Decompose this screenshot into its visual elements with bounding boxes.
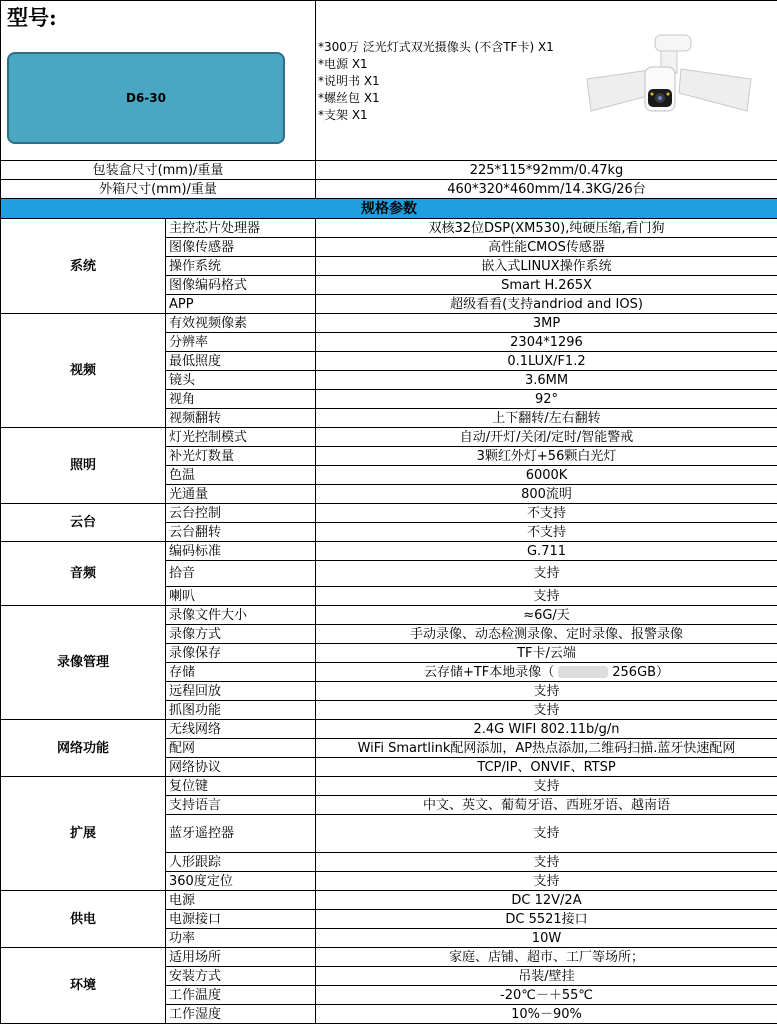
spec-label: 电源 [166, 891, 316, 910]
spec-category: 录像管理 [1, 606, 166, 720]
spec-value: 高性能CMOS传感器 [316, 238, 777, 257]
spec-value: 6000K [316, 466, 777, 485]
spec-value: 10W [316, 929, 777, 948]
spec-value: 3.6MM [316, 371, 777, 390]
spec-value: Smart H.265X [316, 276, 777, 295]
spec-value: 支持 [316, 561, 777, 587]
spec-label: 存储 [166, 663, 316, 682]
spec-value: 嵌入式LINUX操作系统 [316, 257, 777, 276]
spec-value: 支持 [316, 701, 777, 720]
spec-value: 2.4G WIFI 802.11b/g/n [316, 720, 777, 739]
package-contents-list [318, 39, 554, 124]
spec-category: 视频 [1, 314, 166, 428]
package-item: *支架 X1 [318, 108, 368, 122]
spec-value: 支持 [316, 587, 777, 606]
spec-label: 360度定位 [166, 872, 316, 891]
spec-value: TCP/IP、ONVIF、RTSP [316, 758, 777, 777]
spec-label: 无线网络 [166, 720, 316, 739]
spec-value: 家庭、店铺、超市、工厂等场所； [316, 948, 777, 967]
spec-category: 供电 [1, 891, 166, 948]
spec-row [1, 720, 777, 739]
spec-label: 网络协议 [166, 758, 316, 777]
spec-row [1, 777, 777, 796]
spec-value: 中文、英文、葡萄牙语、西班牙语、越南语 [316, 796, 777, 815]
spec-label: 配网 [166, 739, 316, 758]
spec-value: 支持 [316, 872, 777, 891]
spec-row [1, 542, 777, 561]
model-header-cell [1, 1, 316, 161]
spec-value: -20℃－＋55℃ [316, 986, 777, 1005]
package-item: *螺丝包 X1 [318, 91, 380, 105]
spec-label: 远程回放 [166, 682, 316, 701]
spec-label: 图像传感器 [166, 238, 316, 257]
spec-value: G.711 [316, 542, 777, 561]
spec-value-text: 云存储+TF本地录像（ [423, 664, 555, 680]
spec-label: 录像方式 [166, 625, 316, 644]
spec-label: 喇叭 [166, 587, 316, 606]
spec-value: 双核32位DSP(XM530),纯硬压缩,看门狗 [316, 219, 777, 238]
camera-product-image [579, 31, 759, 126]
spec-value: 支持 [316, 682, 777, 701]
spec-value: 92° [316, 390, 777, 409]
spec-section-header: 规格参数 [1, 199, 777, 219]
spec-category: 音频 [1, 542, 166, 606]
spec-label: 工作温度 [166, 986, 316, 1005]
spec-label: 拾音 [166, 561, 316, 587]
spec-label: 复位键 [166, 777, 316, 796]
spec-label: 光通量 [166, 485, 316, 504]
spec-label: APP [166, 295, 316, 314]
spec-value: 超级看看(支持andriod and IOS) [316, 295, 777, 314]
spec-category: 环境 [1, 948, 166, 1024]
spec-label: 云台翻转 [166, 523, 316, 542]
spec-value: 上下翻转/左右翻转 [316, 409, 777, 428]
spec-label: 色温 [166, 466, 316, 485]
model-number-box [7, 52, 285, 144]
carton-size-value: 460*320*460mm/14.3KG/26台 [316, 180, 777, 199]
spec-label: 操作系统 [166, 257, 316, 276]
spec-category: 系统 [1, 219, 166, 314]
spec-label: 录像文件大小 [166, 606, 316, 625]
spec-category: 网络功能 [1, 720, 166, 777]
spec-label: 主控芯片处理器 [166, 219, 316, 238]
spec-row [1, 504, 777, 523]
spec-label: 支持语言 [166, 796, 316, 815]
spec-label: 视角 [166, 390, 316, 409]
spec-label: 补光灯数量 [166, 447, 316, 466]
spec-label: 电源接口 [166, 910, 316, 929]
package-item: *300万 泛光灯式双光摄像头 (不含TF卡) X1 [318, 40, 554, 54]
spec-label: 适用场所 [166, 948, 316, 967]
spec-row [1, 891, 777, 910]
spec-label: 人形跟踪 [166, 853, 316, 872]
spec-label: 蓝牙遥控器 [166, 815, 316, 853]
package-item: *说明书 X1 [318, 74, 380, 88]
package-contents-cell [316, 1, 777, 161]
spec-category: 云台 [1, 504, 166, 542]
spec-value: 不支持 [316, 504, 777, 523]
spec-value: 3颗红外灯+56颗白光灯 [316, 447, 777, 466]
spec-label: 视频翻转 [166, 409, 316, 428]
spec-value: 支持 [316, 853, 777, 872]
spec-label: 最低照度 [166, 352, 316, 371]
spec-value-text: 256GB） [612, 664, 670, 680]
spec-label: 工作湿度 [166, 1005, 316, 1024]
spec-value: 3MP [316, 314, 777, 333]
spec-label: 灯光控制模式 [166, 428, 316, 447]
model-number: D6-30 [126, 91, 166, 105]
spec-label: 图像编码格式 [166, 276, 316, 295]
carton-size-label: 外箱尺寸(mm)/重量 [1, 180, 316, 199]
spec-label: 编码标准 [166, 542, 316, 561]
spec-row [1, 219, 777, 238]
spec-value: ≈6G/天 [316, 606, 777, 625]
spec-label: 镜头 [166, 371, 316, 390]
model-title: 型号: [7, 5, 57, 30]
spec-value: 2304*1296 [316, 333, 777, 352]
spec-value: 10%－90% [316, 1005, 777, 1024]
redacted-blur [558, 666, 608, 678]
spec-value: TF卡/云端 [316, 644, 777, 663]
spec-label: 安装方式 [166, 967, 316, 986]
spec-value: 0.1LUX/F1.2 [316, 352, 777, 371]
box-size-label: 包装盒尺寸(mm)/重量 [1, 161, 316, 180]
package-item: *电源 X1 [318, 57, 368, 71]
spec-value: 800流明 [316, 485, 777, 504]
box-size-value: 225*115*92mm/0.47kg [316, 161, 777, 180]
spec-row [1, 314, 777, 333]
spec-category: 照明 [1, 428, 166, 504]
spec-row [1, 606, 777, 625]
spec-value: WiFi Smartlink配网添加，AP热点添加,二维码扫描.蓝牙快速配网 [316, 739, 777, 758]
spec-label: 录像保存 [166, 644, 316, 663]
spec-label: 功率 [166, 929, 316, 948]
spec-row [1, 948, 777, 967]
spec-label: 分辨率 [166, 333, 316, 352]
spec-category: 扩展 [1, 777, 166, 891]
spec-value: DC 5521接口 [316, 910, 777, 929]
spec-label: 抓图功能 [166, 701, 316, 720]
spec-label: 有效视频像素 [166, 314, 316, 333]
spec-value: 支持 [316, 815, 777, 853]
spec-value: DC 12V/2A [316, 891, 777, 910]
spec-value: 手动录像、动态检测录像、定时录像、报警录像 [316, 625, 777, 644]
spec-value: 自动/开灯/关闭/定时/智能警戒 [316, 428, 777, 447]
spec-value: 吊装/壁挂 [316, 967, 777, 986]
spec-value: 不支持 [316, 523, 777, 542]
spec-value: 支持 [316, 777, 777, 796]
spec-value [316, 663, 777, 682]
spec-label: 云台控制 [166, 504, 316, 523]
spec-row [1, 428, 777, 447]
